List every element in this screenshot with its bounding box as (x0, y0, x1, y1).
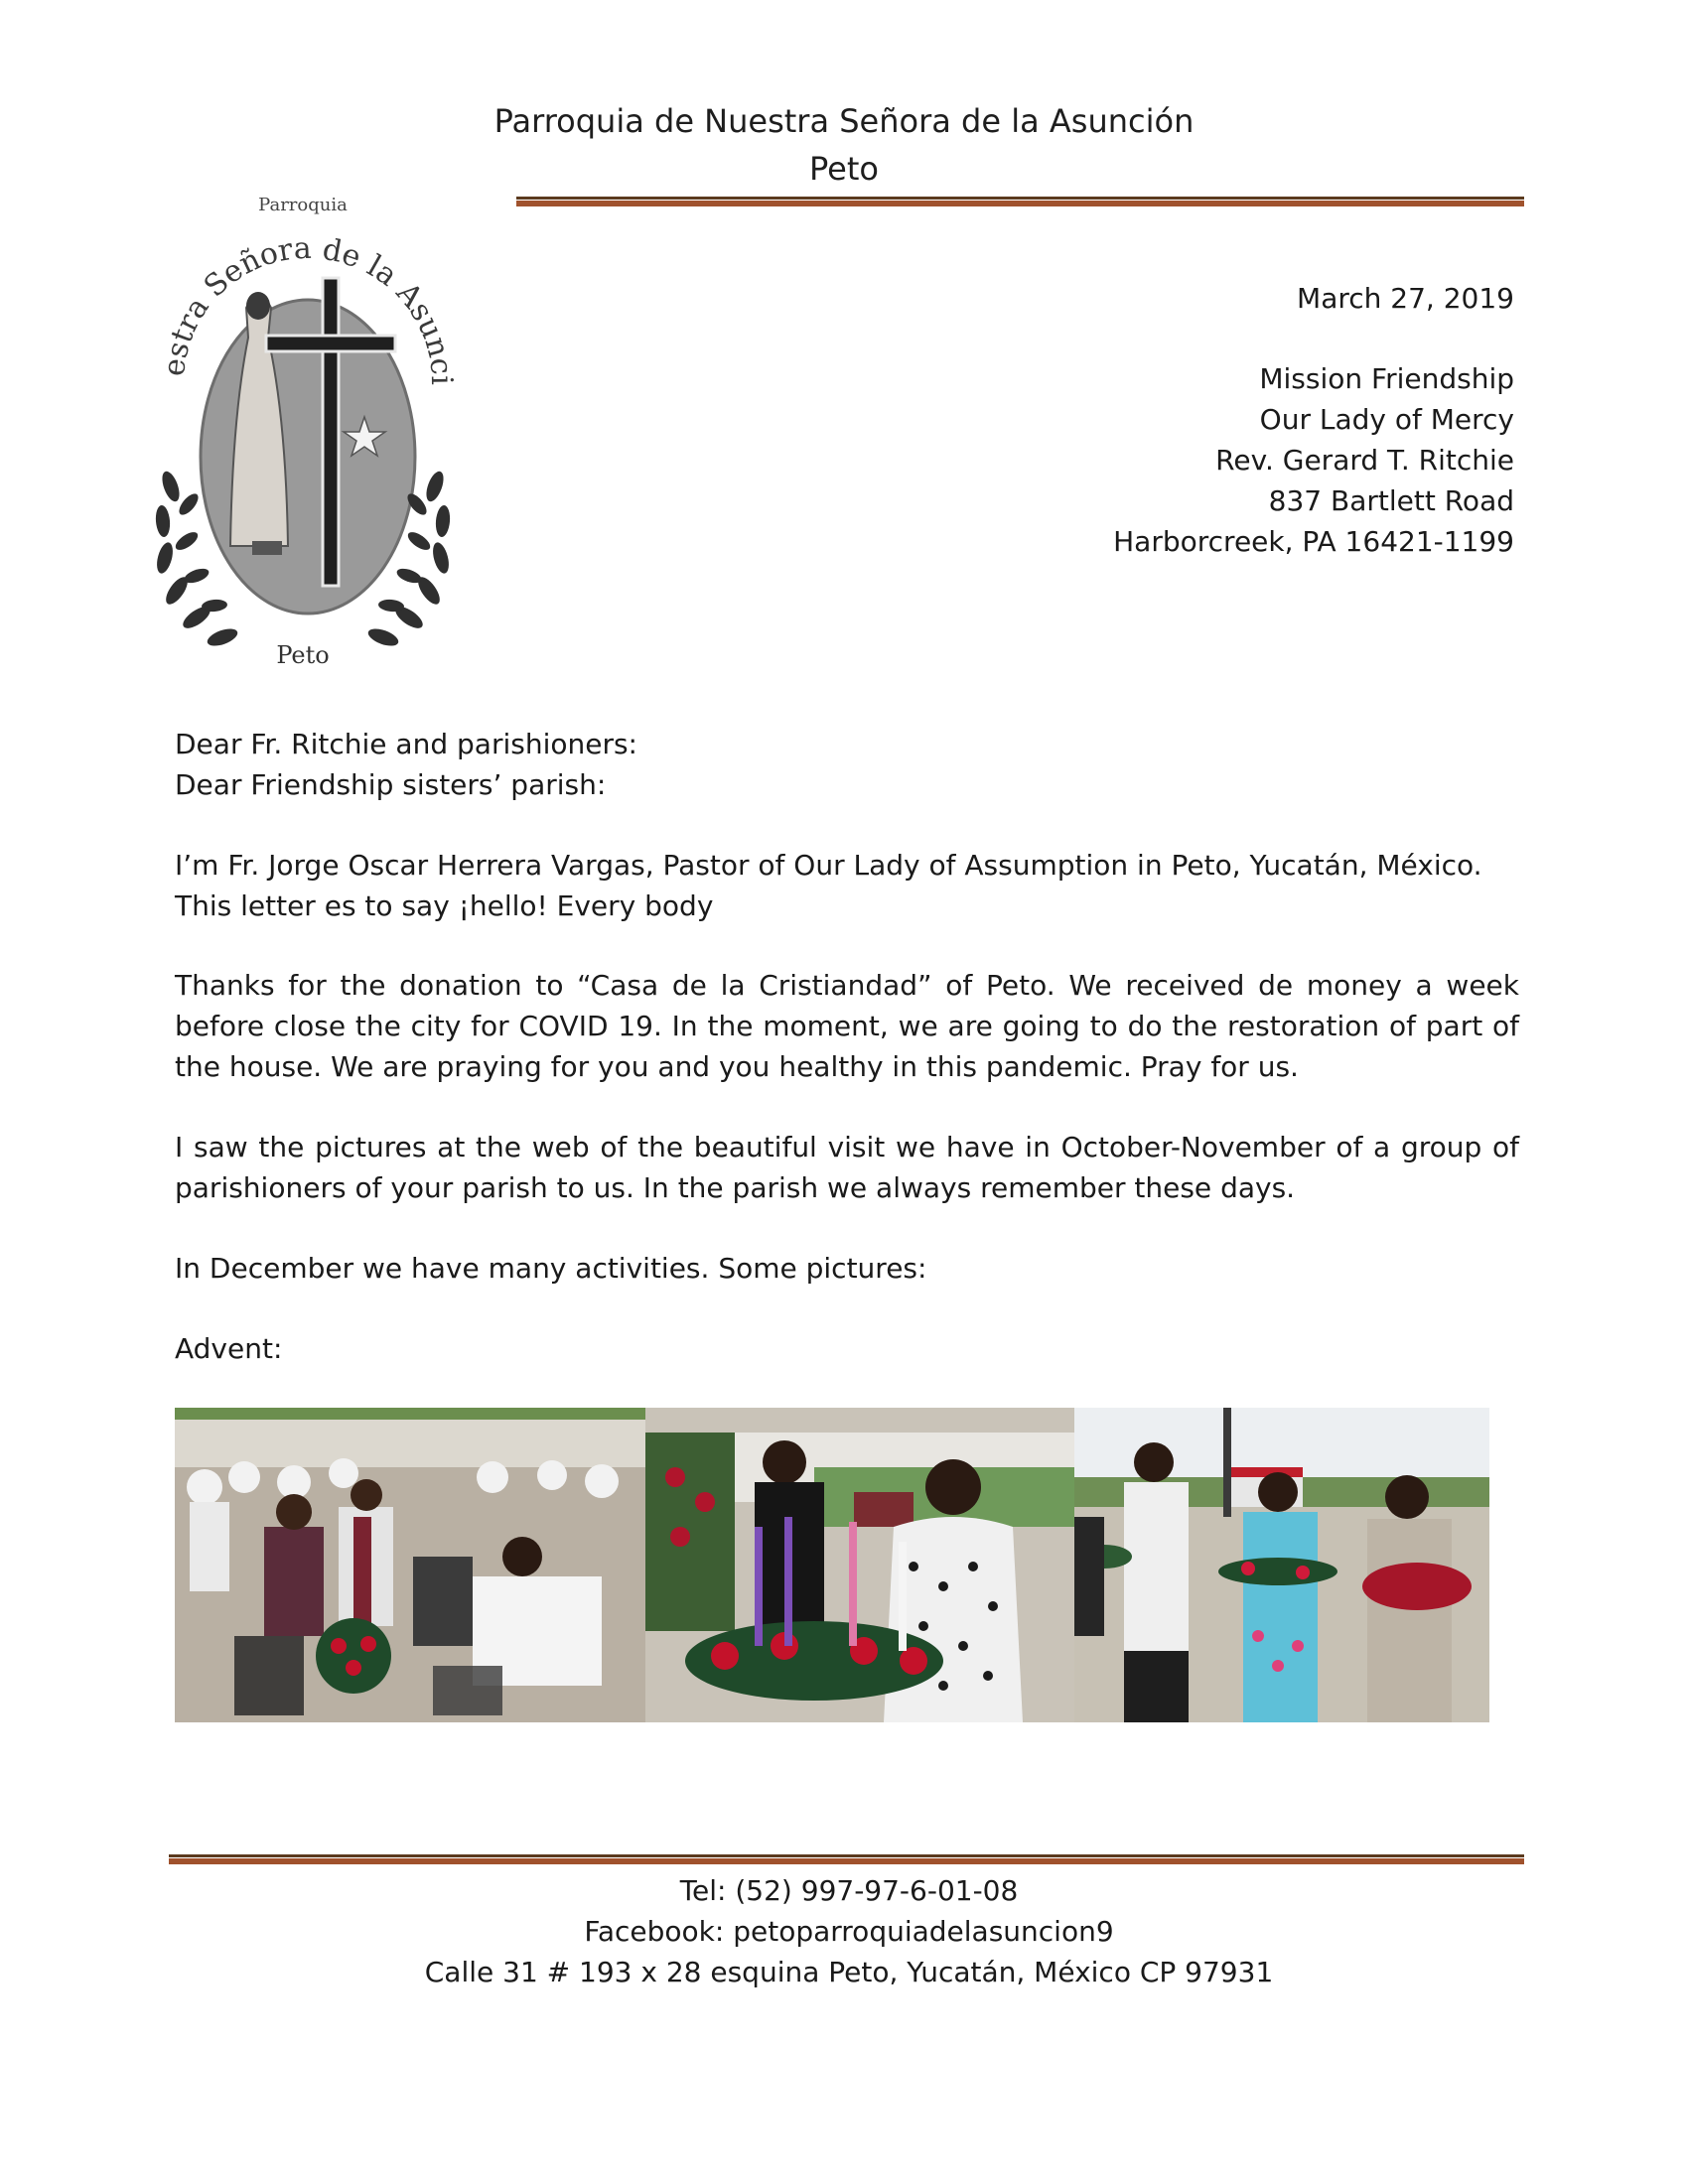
logo-arc-text: estra Señora de la Asunci (156, 230, 457, 386)
advent-photo-1 (175, 1408, 645, 1722)
salutation-2: Dear Friendship sisters’ parish: (175, 768, 607, 801)
december-line: In December we have many activities. Some pictures: (175, 1252, 927, 1285)
pictures-paragraph: I saw the pictures at the web of the beautiful visit we have in October-November of a group of parishioners of your parish to us. In the parish we always remember these days. (175, 1131, 1519, 1204)
intro-line-2: This letter es to say ¡hello! Every body (175, 889, 714, 922)
footer-divider (169, 1854, 1524, 1864)
recipient-line: Harborcreek, PA 16421-1199 (1113, 525, 1514, 558)
parish-town: Peto (809, 150, 879, 188)
recipient-block (1113, 358, 1514, 562)
letter-date: March 27, 2019 (1297, 282, 1514, 315)
header-divider (516, 197, 1524, 206)
parish-name: Parroquia de Nuestra Señora de la Asunción (493, 102, 1195, 140)
recipient-line: Mission Friendship (1259, 362, 1514, 395)
advent-label: Advent: (175, 1332, 283, 1365)
logo-bottom-text: Peto (276, 641, 330, 669)
recipient-line: Our Lady of Mercy (1259, 403, 1514, 436)
footer-phone: Tel: (52) 997-97-6-01-08 (679, 1874, 1019, 1907)
recipient-line: Rev. Gerard T. Ritchie (1215, 444, 1514, 477)
recipient-line: 837 Bartlett Road (1268, 484, 1514, 517)
footer-facebook: Facebook: petoparroquiadelasuncion9 (584, 1915, 1114, 1948)
salutation-1: Dear Fr. Ritchie and parishioners: (175, 728, 637, 760)
footer-address: Calle 31 # 193 x 28 esquina Peto, Yucatán, México CP 97931 (424, 1956, 1274, 1988)
logo-top-text: Parroquia (258, 195, 348, 215)
advent-photo-3 (1074, 1408, 1489, 1722)
advent-photo-2 (645, 1408, 1074, 1722)
parish-logo (149, 189, 457, 685)
intro-line-1: I’m Fr. Jorge Oscar Herrera Vargas, Pastor of Our Lady of Assumption in Peto, Yucatán, México. (175, 849, 1482, 882)
thanks-paragraph: Thanks for the donation to “Casa de la Cristiandad” of Peto. We received de money a week before close the city for COVID 19. In the moment, we are going to do the restoration of part of the house. We are praying for you and you healthy in this pandemic. Pray for us. (175, 969, 1519, 1083)
